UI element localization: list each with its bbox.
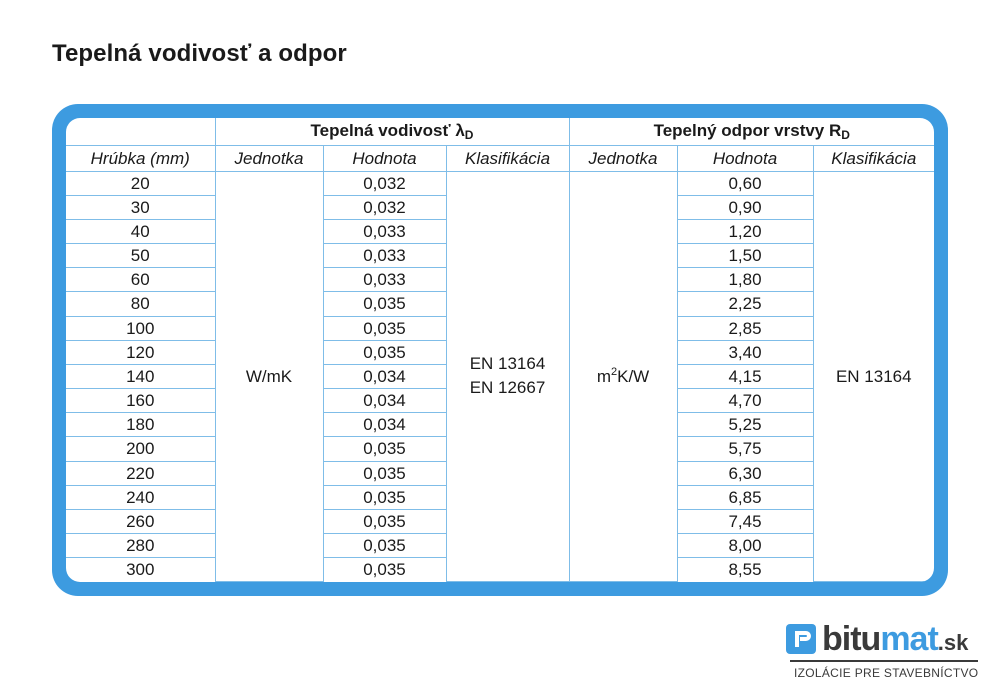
thickness-cell: 280 [66, 534, 215, 558]
classification-standard: EN 12667 [469, 378, 546, 398]
bitumat-logo [784, 622, 980, 682]
thermal-table [66, 118, 934, 582]
thickness-cell: 100 [66, 316, 215, 340]
logo-word-accent: mat [880, 620, 938, 658]
resistance-value-cell: 3,40 [677, 340, 813, 364]
conductivity-value-cell: 0,035 [323, 292, 446, 316]
column-header-resistance-classification: Klasifikácia [813, 145, 934, 171]
conductivity-value-cell: 0,035 [323, 485, 446, 509]
logo-divider [790, 660, 978, 662]
thickness-cell: 300 [66, 558, 215, 582]
resistance-value-cell: 0,90 [677, 195, 813, 219]
conductivity-classification-cell [446, 171, 569, 582]
resistance-value-cell: 1,80 [677, 268, 813, 292]
conductivity-value-cell: 0,035 [323, 534, 446, 558]
resistance-value-cell: 4,15 [677, 364, 813, 388]
thickness-cell: 240 [66, 485, 215, 509]
resistance-unit-superscript: 2 [610, 366, 618, 379]
conductivity-value-cell: 0,035 [323, 437, 446, 461]
resistance-classification-cell: EN 13164 [813, 171, 934, 582]
conductivity-group-subscript: D [464, 127, 474, 142]
column-header-resistance-unit: Jednotka [569, 145, 677, 171]
conductivity-value-cell: 0,033 [323, 219, 446, 243]
resistance-value-cell: 0,60 [677, 171, 813, 195]
column-header-conductivity-unit: Jednotka [215, 145, 323, 171]
conductivity-value-cell: 0,035 [323, 340, 446, 364]
column-header-thickness: Hrúbka (mm) [66, 145, 215, 171]
table-container [66, 118, 934, 582]
conductivity-value-cell: 0,032 [323, 171, 446, 195]
resistance-unit-rest: K/W [617, 367, 650, 387]
table-frame [52, 104, 948, 596]
resistance-group-subscript: D [841, 127, 850, 142]
logo-word-start: bitu [822, 620, 881, 658]
group-header-row [66, 118, 934, 145]
resistance-group-header [569, 118, 934, 145]
resistance-value-cell: 5,75 [677, 437, 813, 461]
thickness-cell: 120 [66, 340, 215, 364]
thickness-cell: 40 [66, 219, 215, 243]
header-empty-cell [66, 118, 215, 145]
classification-standard: EN 13164 [469, 354, 546, 374]
conductivity-group-label: Tepelná vodivosť λ [310, 120, 465, 140]
conductivity-value-cell: 0,033 [323, 268, 446, 292]
thickness-cell: 30 [66, 195, 215, 219]
thickness-cell: 160 [66, 389, 215, 413]
thickness-cell: 180 [66, 413, 215, 437]
table-body [66, 171, 934, 582]
logo-wordmark [822, 620, 968, 659]
resistance-value-cell: 6,85 [677, 485, 813, 509]
resistance-value-cell: 6,30 [677, 461, 813, 485]
resistance-value-cell: 1,20 [677, 219, 813, 243]
logo-tld: .sk [937, 630, 969, 655]
column-header-resistance-value: Hodnota [677, 145, 813, 171]
conductivity-unit-cell: W/mK [215, 171, 323, 582]
conductivity-value-cell: 0,034 [323, 413, 446, 437]
conductivity-value-cell: 0,035 [323, 509, 446, 533]
resistance-unit-base: m [596, 367, 611, 387]
column-header-conductivity-classification: Klasifikácia [446, 145, 569, 171]
resistance-value-cell: 4,70 [677, 389, 813, 413]
column-header-row [66, 145, 934, 171]
conductivity-value-cell: 0,034 [323, 364, 446, 388]
conductivity-value-cell: 0,032 [323, 195, 446, 219]
thickness-cell: 140 [66, 364, 215, 388]
column-header-conductivity-value: Hodnota [323, 145, 446, 171]
page-title: Tepelná vodivosť a odpor [52, 40, 347, 67]
resistance-unit-cell [569, 171, 677, 582]
conductivity-value-cell: 0,035 [323, 558, 446, 582]
resistance-value-cell: 8,00 [677, 534, 813, 558]
thickness-cell: 50 [66, 244, 215, 268]
conductivity-value-cell: 0,033 [323, 244, 446, 268]
resistance-value-cell: 7,45 [677, 509, 813, 533]
thickness-cell: 200 [66, 437, 215, 461]
resistance-value-cell: 2,25 [677, 292, 813, 316]
table-row [66, 171, 934, 195]
resistance-group-label: Tepelný odpor vrstvy R [653, 120, 842, 140]
conductivity-value-cell: 0,035 [323, 461, 446, 485]
resistance-value-cell: 2,85 [677, 316, 813, 340]
thickness-cell: 260 [66, 509, 215, 533]
bitumat-logo-icon [786, 624, 816, 654]
resistance-value-cell: 5,25 [677, 413, 813, 437]
conductivity-value-cell: 0,034 [323, 389, 446, 413]
conductivity-group-header [215, 118, 569, 145]
conductivity-value-cell: 0,035 [323, 316, 446, 340]
thickness-cell: 80 [66, 292, 215, 316]
resistance-value-cell: 1,50 [677, 244, 813, 268]
logo-tagline: IZOLÁCIE PRE STAVEBNÍCTVO [794, 666, 979, 680]
resistance-value-cell: 8,55 [677, 558, 813, 582]
thickness-cell: 220 [66, 461, 215, 485]
thickness-cell: 20 [66, 171, 215, 195]
thickness-cell: 60 [66, 268, 215, 292]
